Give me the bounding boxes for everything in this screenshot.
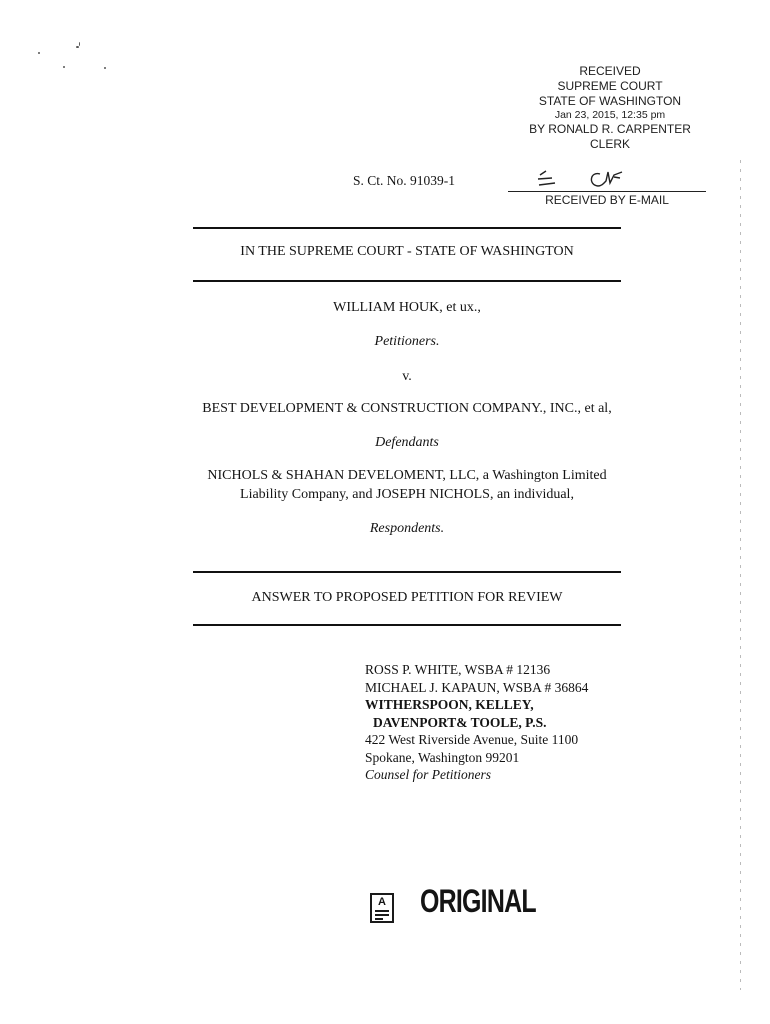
scan-speck: [79, 42, 80, 46]
stamp-by: BY RONALD R. CARPENTER: [529, 122, 691, 136]
case-number: S. Ct. No. 91039-1: [353, 173, 456, 188]
stamp-datetime: Jan 23, 2015, 12:35 pm: [554, 109, 666, 121]
counsel-role: Counsel for Petitioners: [365, 767, 491, 782]
scan-speck: [63, 66, 65, 68]
scan-speck: [76, 46, 79, 48]
petitioner-role: Petitioners.: [374, 334, 440, 349]
top-rule: [193, 227, 621, 229]
defendant-name: BEST DEVELOPMENT & CONSTRUCTION COMPANY., INC., et al,: [202, 401, 612, 416]
scan-speck: [104, 67, 106, 69]
respondent-line2: Liability Company, and JOSEPH NICHOLS, an individual,: [240, 487, 574, 502]
document-icon: [370, 893, 394, 923]
stamp-clerk: CLERK: [589, 137, 630, 151]
firm-name-line2: DAVENPORT& TOOLE, P.S.: [373, 714, 547, 730]
rule-above-title: [193, 571, 621, 573]
rule-below-title: [193, 624, 621, 626]
respondent-line1: NICHOLS & SHAHAN DEVELOMENT, LLC, a Washington Limited: [207, 468, 607, 483]
stamp-received: RECEIVED: [579, 64, 641, 78]
document-title: ANSWER TO PROPOSED PETITION FOR REVIEW: [251, 590, 563, 605]
rule-under-court: [193, 280, 621, 282]
signature-line: [508, 191, 706, 192]
attorney-1: ROSS P. WHITE, WSBA # 12136: [365, 662, 551, 677]
petitioner-name: WILLIAM HOUK, et ux.,: [333, 300, 481, 315]
received-stamp: [520, 64, 700, 152]
received-by-email: RECEIVED BY E-MAIL: [545, 193, 669, 207]
court-title: IN THE SUPREME COURT - STATE OF WASHINGTON: [240, 244, 574, 259]
counsel-block: [365, 661, 588, 784]
stamp-state: STATE OF WASHINGTON: [538, 94, 682, 108]
clerk-initials-signature: [534, 165, 664, 193]
original-stamp: ORIGINAL: [420, 883, 536, 919]
scan-speck: [38, 52, 40, 54]
attorney-2: MICHAEL J. KAPAUN, WSBA # 36864: [365, 679, 589, 695]
versus: v.: [402, 369, 412, 384]
firm-name-line1: WITHERSPOON, KELLEY,: [365, 697, 534, 712]
respondent-role: Respondents.: [369, 521, 445, 536]
stamp-court: SUPREME COURT: [557, 79, 663, 93]
defendant-role: Defendants: [375, 435, 439, 450]
document-icon-letter: A: [378, 896, 386, 908]
scan-edge-line: [740, 160, 741, 990]
firm-city: Spokane, Washington 99201: [365, 749, 520, 765]
firm-address: 422 West Riverside Avenue, Suite 1100: [365, 732, 579, 747]
